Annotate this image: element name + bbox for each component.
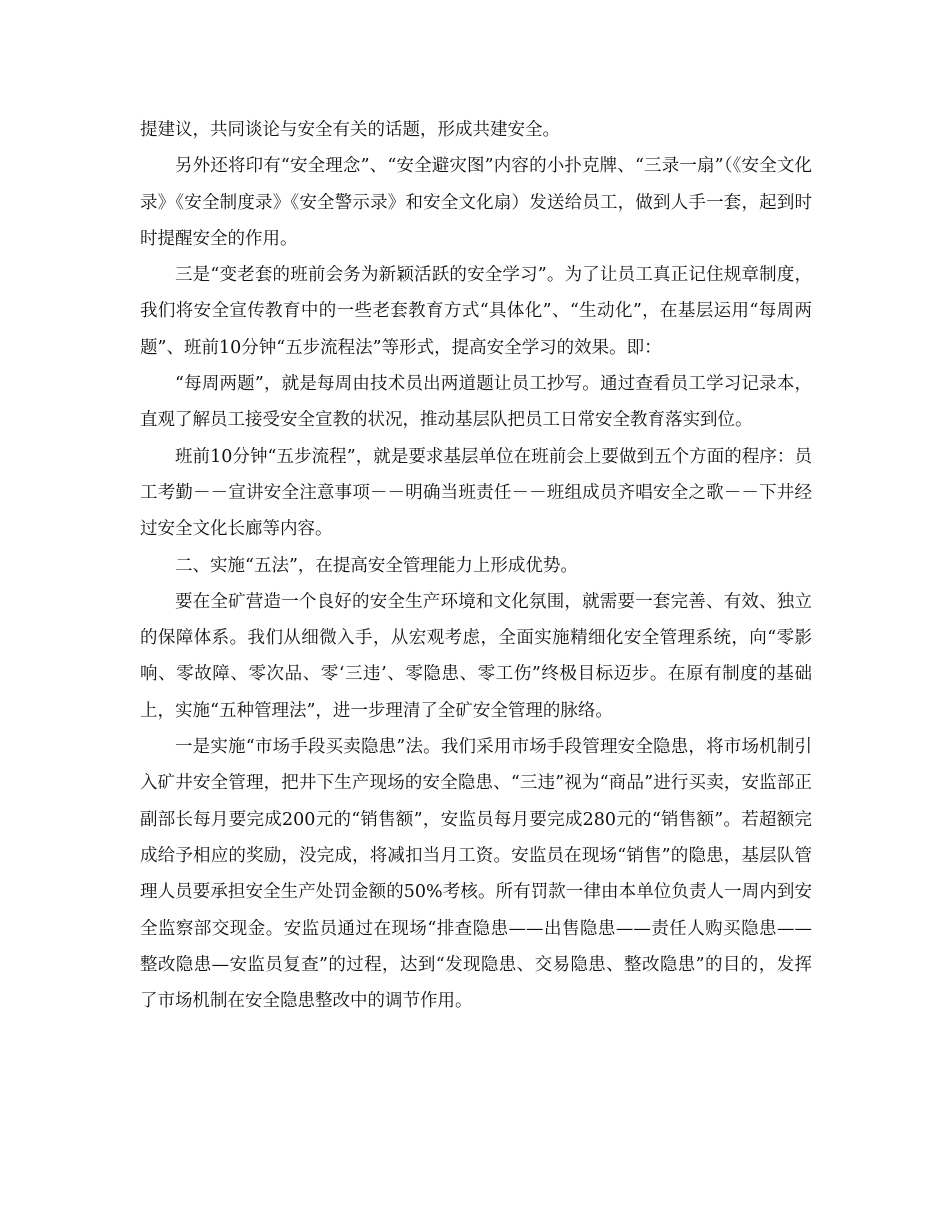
paragraph-1: 提建议，共同谈论与安全有关的话题，形成共建安全。 [140, 120, 560, 140]
paragraph-2: 另外还将印有“安全理念”、“安全避灾图”内容的小扑克牌、“三录一扇”（《安全文化录》《安全制度录》《安全警示录》和安全文化扇）发送给员工，做到人手一套，起到时时提醒安全的作用。 [140, 156, 812, 249]
paragraph-7: 一是实施“市场手段买卖隐患”法。我们采用市场手段管理安全隐患，将市场机制引入矿井安全管理，把井下生产现场的安全隐患、“三违”视为“商品”进行买卖，安监部正副部长每月要完成200元的“销售额”，安监员每月要完成280元的“销售额”。若超额完成给予相应的奖励，没完成，将减扣当月工资。安监员在现场“销售”的隐患，基层队管理人员要承担安全生产处罚金额的50%考核。所有罚款一律由本单位负责人一周内到安全监察部交现金。安监员通过在现场“排查隐患——出售隐患——责任人购买隐患——整改隐患—安监员复查”的过程，达到“发现隐患、交易隐患、整改隐患”的目的，发挥了市场机制在安全隐患整改中的调节作用。 [140, 737, 812, 1012]
paragraph-5: 班前10分钟“五步流程”，就是要求基层单位在班前会上要做到五个方面的程序：员工考勤－－宣讲安全注意事项－－明确当班责任－－班组成员齐唱安全之歌－－下井经过安全文化长廊等内容。 [140, 446, 812, 540]
section-heading: 二、实施“五法”，在提高安全管理能力上形成优势。 [175, 555, 578, 576]
paragraph-6: 要在全矿营造一个良好的安全生产环境和文化氛围，就需要一套完善、有效、独立的保障体系。我们从细微入手，从宏观考虑，全面实施精细化安全管理系统，向“零影响、零故障、零次品、零‘三违’、零隐患、零工伤”终极目标迈步。在原有制度的基础上，实施“五种管理法”，进一步理清了全矿安全管理的脉络。 [140, 591, 812, 721]
paragraph-3: 三是“变老套的班前会务为新颖活跃的安全学习”。为了让员工真正记住规章制度，我们将安全宣传教育中的一些老套教育方式“具体化”、“生动化”，在基层运用“每周两题”、班前10分钟“五步流程法”等形式，提高安全学习的效果。即： [140, 265, 812, 358]
paragraph-4: “每周两题”，就是每周由技术员出两道题让员工抄写。通过查看员工学习记录本，直观了解员工接受安全宣教的状况，推动基层队把员工日常安全教育落实到位。 [140, 374, 812, 431]
document-body [140, 112, 812, 1019]
